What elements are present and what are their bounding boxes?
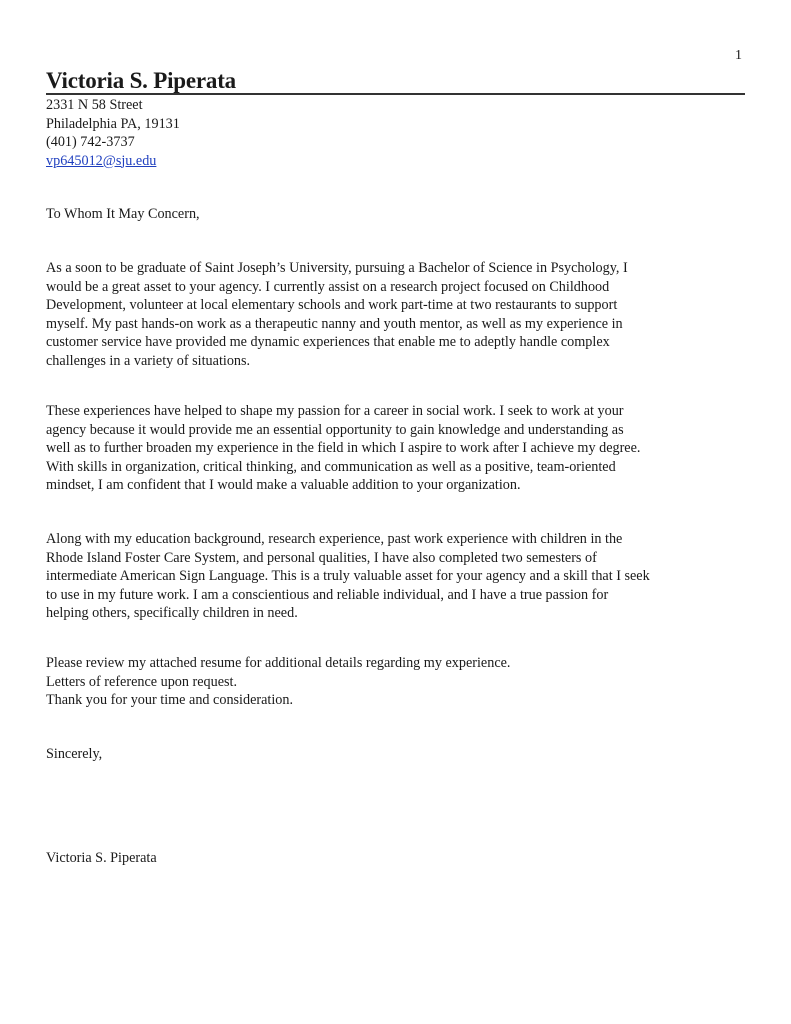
paragraph-line: Along with my education background, research experience, past work experience with children in the	[46, 531, 623, 547]
paragraph-passion	[46, 402, 640, 495]
paragraph-line: would be a great asset to your agency. I currently assist on a research project focused on Childhood	[46, 278, 610, 295]
paragraph-line: Thank you for your time and consideration.	[46, 692, 294, 708]
letterhead-name: Victoria S. Piperata	[46, 68, 236, 93]
paragraph-line: challenges in a variety of situations.	[46, 352, 251, 369]
paragraph-closing-notes	[46, 654, 510, 710]
paragraph-line: mindset, I am confident that I would make a valuable addition to your organization.	[46, 477, 521, 493]
paragraph-line: Development, volunteer at local elementary schools and work part-time at two restaurants to support	[46, 297, 618, 313]
paragraph-line: Letters of reference upon request.	[46, 673, 238, 690]
address-line-2: Philadelphia PA, 19131	[46, 115, 180, 132]
paragraph-line: These experiences have helped to shape my passion for a career in social work. I seek to work at your	[46, 403, 624, 419]
address-line-1: 2331 N 58 Street	[46, 97, 143, 113]
contact-block	[46, 96, 180, 170]
closing: Sincerely,	[46, 746, 103, 762]
paragraph-line: agency because it would provide me an essential opportunity to gain knowledge and understanding as	[46, 421, 624, 438]
email-link[interactable]: vp645012@sju.edu	[46, 152, 157, 169]
letterhead-rule	[46, 93, 745, 95]
phone-number: (401) 742-3737	[46, 134, 135, 150]
paragraph-intro	[46, 259, 628, 370]
signature: Victoria S. Piperata	[46, 850, 157, 866]
paragraph-qualifications	[46, 530, 650, 623]
paragraph-line: to use in my future work. I am a conscientious and reliable individual, and I have a true passion for	[46, 586, 609, 603]
paragraph-line: With skills in organization, critical thinking, and communication as well as a positive, team-oriented	[46, 458, 616, 475]
paragraph-line: As a soon to be graduate of Saint Joseph’s University, pursuing a Bachelor of Science in Psychology, I	[46, 260, 628, 276]
paragraph-line: well as to further broaden my experience in the field in which I aspire to work after I achieve my degree.	[46, 440, 641, 456]
paragraph-line: intermediate American Sign Language. This is a truly valuable asset for your agency and a skill that I seek	[46, 568, 650, 584]
paragraph-line: Rhode Island Foster Care System, and personal qualities, I have also completed two semesters of	[46, 549, 597, 566]
page-number: 1	[735, 48, 742, 63]
paragraph-line: myself. My past hands-on work as a therapeutic nanny and youth mentor, as well as my experience in	[46, 315, 623, 332]
paragraph-line: Please review my attached resume for additional details regarding my experience.	[46, 655, 511, 671]
paragraph-line: customer service have provided me dynamic experiences that enable me to adeptly handle complex	[46, 334, 610, 350]
salutation: To Whom It May Concern,	[46, 206, 200, 222]
paragraph-line: helping others, specifically children in need.	[46, 605, 298, 621]
